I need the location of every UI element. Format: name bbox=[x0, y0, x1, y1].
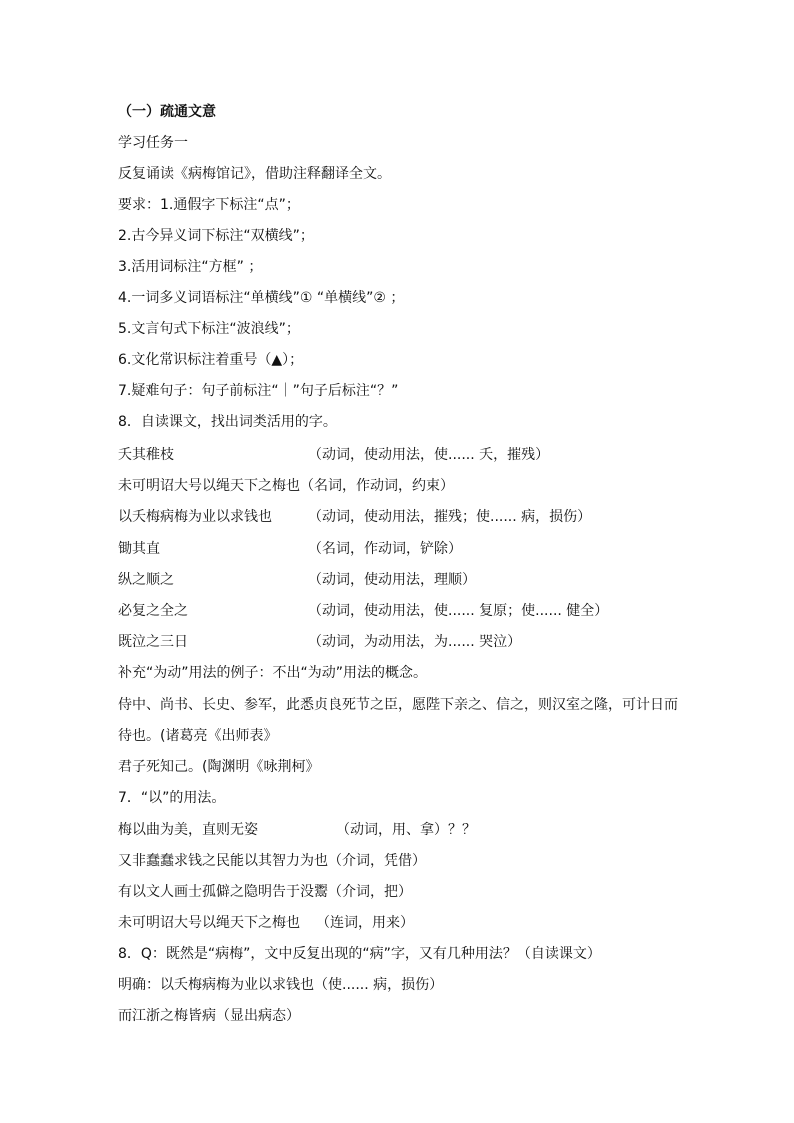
yi-note: （连词，用来） bbox=[316, 915, 414, 931]
q7-heading: 7．“以”的用法。 bbox=[118, 790, 226, 806]
yi-note: （介词，把） bbox=[328, 884, 412, 900]
usage-row bbox=[118, 632, 678, 652]
q8-heading: 8．自读课文，找出词类活用的字。 bbox=[118, 414, 337, 430]
instruction: 反复诵读《病梅馆记》，借助注释翻译全文。 bbox=[118, 166, 391, 182]
section-heading: （一）疏通文意 bbox=[118, 104, 216, 120]
answer-1: 明确：以夭梅病梅为业以求钱也（使...... 病，损伤） bbox=[118, 977, 444, 993]
yi-note: （动词，用、拿）？？ bbox=[336, 822, 476, 838]
usage-phrase: 纵之顺之 bbox=[118, 572, 174, 588]
yi-usage-row bbox=[118, 882, 678, 902]
requirement-4: 4.一词多义词语标注“单横线”① “单横线”② ； bbox=[118, 290, 405, 306]
example-2: 君子死知己。(陶渊明《咏荆柯》 bbox=[118, 759, 320, 775]
usage-row bbox=[118, 445, 678, 465]
requirement-3: 3.活用词标注“方框” ； bbox=[118, 259, 263, 275]
usage-note: （名词，作动词，铲除） bbox=[308, 541, 462, 557]
yi-phrase: 有以文人画士孤僻之隐明告于没鬻 bbox=[118, 884, 328, 900]
usage-phrase: 以夭梅病梅为业以求钱也 bbox=[118, 509, 272, 525]
usage-phrase: 必复之全之 bbox=[118, 603, 188, 619]
yi-phrase: 又非蠢蠢求钱之民能以其智力为也 bbox=[118, 853, 328, 869]
yi-usage-row bbox=[118, 851, 678, 871]
yi-usage-row bbox=[118, 820, 678, 840]
supplement-note: 补充“为动”用法的例子：不出“为动”用法的概念。 bbox=[118, 665, 428, 681]
yi-note: （介词，凭借） bbox=[328, 853, 426, 869]
usage-note: （动词，为动用法，为...... 哭泣） bbox=[308, 634, 522, 650]
usage-phrase: 锄其直 bbox=[118, 541, 160, 557]
usage-note: （名词，作动词，约束） bbox=[300, 478, 454, 494]
requirement-1: 要求：1.通假字下标注“点”； bbox=[118, 197, 300, 213]
usage-phrase: 未可明诏大号以绳天下之梅也 bbox=[118, 478, 300, 494]
usage-note: （动词，使动用法，使...... 夭，摧残） bbox=[308, 447, 550, 463]
usage-row bbox=[118, 507, 678, 527]
example-1-line-1: 侍中、尚书、长史、参军，此悉贞良死节之臣，愿陛下亲之、信之，则汉室之隆，可计日而 bbox=[118, 697, 678, 713]
usage-row bbox=[118, 570, 678, 590]
usage-note: （动词，使动用法，理顺） bbox=[308, 572, 476, 588]
task-title: 学习任务一 bbox=[118, 135, 188, 151]
yi-usage-row bbox=[118, 913, 678, 933]
usage-note: （动词，使动用法，摧残；使...... 病，损伤） bbox=[308, 509, 592, 525]
q8b-heading: 8．Q：既然是“病梅”，文中反复出现的“病”字，又有几种用法？（自读课文） bbox=[118, 946, 601, 962]
yi-phrase: 未可明诏大号以绳天下之梅也 bbox=[118, 915, 300, 931]
usage-row bbox=[118, 539, 678, 559]
yi-phrase: 梅以曲为美，直则无姿 bbox=[118, 822, 258, 838]
requirement-5: 5.文言句式下标注“波浪线”； bbox=[118, 321, 300, 337]
requirement-6: 6.文化常识标注着重号（▲）； bbox=[118, 352, 304, 368]
answer-2: 而江浙之梅皆病（显出病态） bbox=[118, 1008, 300, 1024]
requirement-7: 7.疑难句子：句子前标注“｜”句子后标注“？” bbox=[118, 383, 399, 399]
usage-row bbox=[118, 601, 678, 621]
example-1-line-2: 待也。(诸葛亮《出师表》 bbox=[118, 728, 278, 744]
requirement-2: 2.古今异义词下标注“双横线”； bbox=[118, 228, 314, 244]
usage-phrase: 既泣之三日 bbox=[118, 634, 188, 650]
usage-note: （动词，使动用法，使...... 复原；使...... 健全） bbox=[308, 603, 609, 619]
usage-phrase: 夭其稚枝 bbox=[118, 447, 174, 463]
usage-row bbox=[118, 476, 678, 496]
